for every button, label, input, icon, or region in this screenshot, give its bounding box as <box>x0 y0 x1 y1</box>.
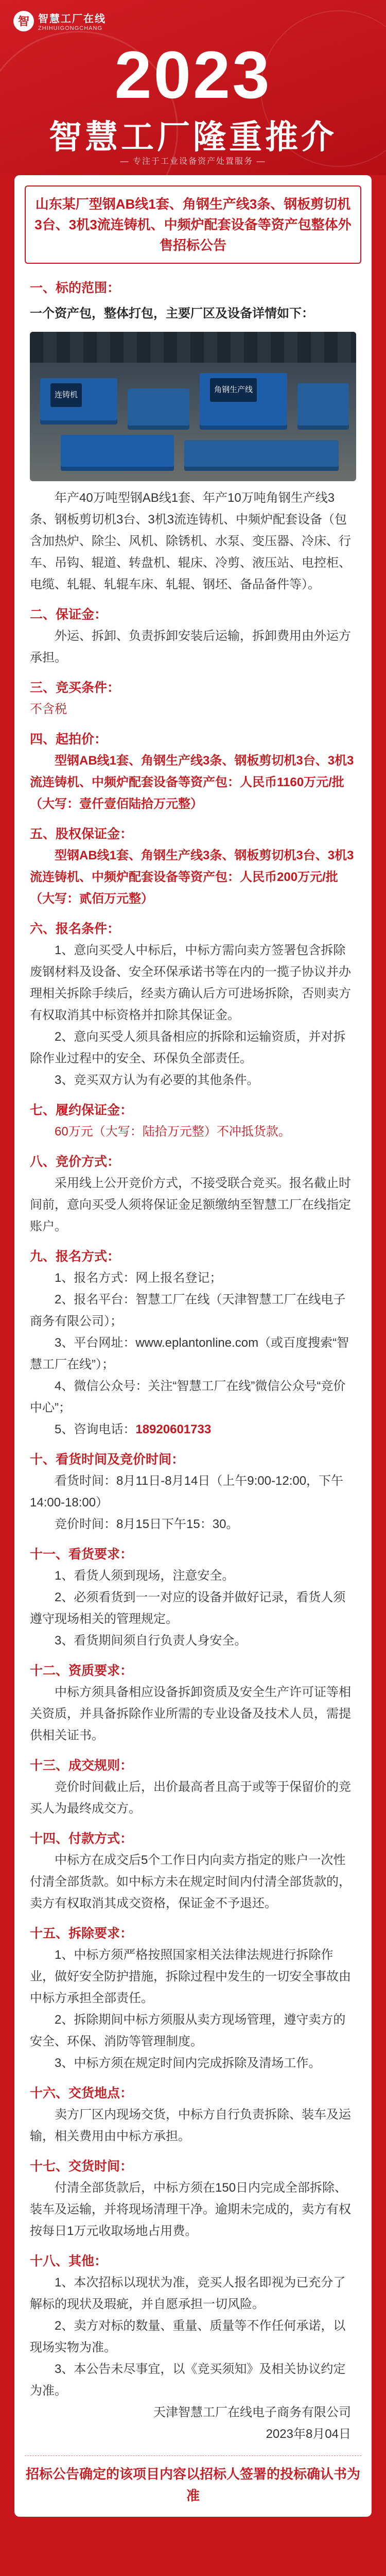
section-heading: 十七、交货时间： <box>30 2159 133 2174</box>
paragraph: 付清全部货款后，中标方须在150日内完成全部拆除、装车及运输，并将现场清理干净。逾期未完成的，卖方有权按每日1万元收取场地占用费。 <box>30 2181 351 2238</box>
paragraph: 1、看货人须到现场，注意安全。 <box>55 1569 235 1583</box>
logo-name-en: ZHIHUIGONGCHANG <box>38 25 102 31</box>
paragraph: 1、报名方式：网上报名登记； <box>55 1271 222 1285</box>
photo-label: 角钢生产线 <box>210 378 257 402</box>
section-heading: 三、竞买条件： <box>30 681 120 695</box>
section-heading: 十四、付款方式： <box>30 1832 133 1846</box>
deposit-amount: 型钢AB线1套、角钢生产线3条、钢板剪切机3台、3机3流连铸机、中频炉配套设备等资产包：人民币200万元/批（大写：贰佰万元整） <box>30 849 354 906</box>
paragraph: 3、竞买双方认为有必要的其他条件。 <box>55 1073 259 1087</box>
paragraph: 3、看货期间须自行负责人身安全。 <box>55 1634 247 1648</box>
equipment-photo <box>30 332 356 481</box>
year-title: 2023 <box>114 37 272 112</box>
paragraph: 竞价时间截止后，出价最高者且高于或等于保留价的竞买人为最终成交方。 <box>30 1780 351 1816</box>
paragraph: 采用线上公开竞价方式，不接受联合竞买。报名截止时间前，意向买受人须将保证金足额缴纳至智慧工厂在线指定账户。 <box>30 1176 351 1233</box>
tagline: — 专注于工业设备资产处置服务 — <box>120 157 266 166</box>
paragraph: 2、卖方对标的数量、重量、质量等不作任何承诺，以现场实物为准。 <box>30 2319 346 2354</box>
starting-price: 型钢AB线1套、角钢生产线3条、钢板剪切机3台、3机3流连铸机、中频炉配套设备等资产包：人民币1160万元/批（大写：壹仟壹佰陆拾万元整） <box>30 754 354 811</box>
section-subheading: 一个资产包，整体打包，主要厂区及设备详情如下： <box>30 307 314 320</box>
section-heading: 九、报名方式： <box>30 1249 120 1264</box>
paragraph: 2、报名平台：智慧工厂在线（天津智慧工厂在线电子商务有限公司）； <box>30 1293 346 1328</box>
logo-name: 智慧工厂在线 <box>38 13 106 25</box>
paragraph: 2、意向买受人须具备相应的拆除和运输资质，并对拆除作业过程中的安全、环保负全部责任。 <box>30 1030 346 1065</box>
paragraph: 3、本公告未尽事宜，以《竞买须知》及相关协议约定为准。 <box>30 2362 346 2398</box>
performance-bond: 60万元（大写：陆拾万元整）不冲抵货款。 <box>55 1125 291 1139</box>
paragraph: 卖方厂区内现场交货，中标方自行负责拆除、装车及运输，相关费用由中标方承担。 <box>30 2108 351 2143</box>
closing-note: 招标公告确定的该项目内容以招标人签署的投标确认书为准 <box>25 2455 361 2506</box>
paragraph: 看货时间：8月11日-8月14日（上午9:00-12:00，下午14:00-18:00） <box>30 1474 344 1510</box>
section-heading: 四、起拍价： <box>30 732 108 747</box>
signature-company: 天津智慧工厂在线电子商务有限公司 <box>153 2405 351 2419</box>
section-heading: 五、股权保证金： <box>30 827 133 841</box>
section-heading: 十一、看货要求： <box>30 1547 133 1562</box>
photo-label: 连铸机 <box>50 383 82 407</box>
section-heading: 十三、成交规则： <box>30 1758 133 1773</box>
website-link[interactable]: 3、平台网址：www.eplantonline.com（或百度搜索“智慧工厂在线”）； <box>30 1336 349 1371</box>
section-heading: 十二、资质要求： <box>30 1664 133 1678</box>
logo-mark-icon: 智 <box>13 11 34 31</box>
announcement-body <box>14 264 372 2445</box>
section-heading: 十六、交货地点： <box>30 2086 133 2100</box>
phone-label: 5、咨询电话： <box>55 1422 136 1436</box>
paragraph: 2、必须看货到一一对应的设备并做好记录，看货人须遵守现场相关的管理规定。 <box>30 1590 346 1626</box>
signature-date: 2023年8月04日 <box>266 2427 351 2441</box>
headline: 智慧工厂隆重推介 <box>49 118 337 156</box>
logo[interactable] <box>13 10 106 31</box>
announcement-card <box>14 175 372 2517</box>
paragraph: 不含税 <box>30 702 67 716</box>
phone-number[interactable]: 18920601733 <box>135 1422 212 1436</box>
section-heading: 十八、其他： <box>30 2254 108 2268</box>
paragraph: 1、本次招标以现状为准，竞买人报名即视为已充分了解标的现状及瑕疵，并自愿承担一切风险。 <box>30 2276 346 2311</box>
section-heading: 十、看货时间及竞价时间： <box>30 1452 185 1467</box>
paragraph: 年产40万吨型钢AB线1套、年产10万吨角钢生产线3条、钢板剪切机3台、3机3流连铸机、中频炉配套设备（包含加热炉、除尘、风机、除锈机、水泵、变压器、冷床、行车、吊钩、辊道、转盘机、辊床、冷剪、液压站、电控柜、电缆、轧辊、轧辊车床、轧辊、钢坯、备品备件等）。 <box>30 491 351 591</box>
section-heading: 二、保证金： <box>30 607 108 622</box>
paragraph: 竞价时间：8月15日下午15：30。 <box>55 1517 239 1531</box>
header-banner <box>0 0 386 175</box>
paragraph: 1、中标方须严格按照国家相关法律法规进行拆除作业，做好安全防护措施，拆除过程中发生的一切安全事故由中标方承担全部责任。 <box>30 1948 351 2005</box>
paragraph: 1、意向买受人中标后，中标方需向卖方签署包含拆除废钢材料及设备、安全环保承诺书等在内的一揽子协议并办理相关拆除手续后，经卖方确认后方可进场拆除，否则卖方有权取消其中标资格并扣除其保证金。 <box>30 943 351 1022</box>
section-heading: 一、标的范围： <box>30 281 120 295</box>
paragraph: 3、中标方须在规定时间内完成拆除及清场工作。 <box>55 2056 321 2070</box>
section-heading: 七、履约保证金： <box>30 1103 133 1117</box>
announcement-title: 山东某厂型钢AB线1套、角钢生产线3条、钢板剪切机3台、3机3流连铸机、中频炉配套设备等资产包整体外售招标公告 <box>25 185 361 264</box>
paragraph: 4、微信公众号：关注“智慧工厂在线”微信公众号“竞价中心”； <box>30 1379 346 1415</box>
section-heading: 十五、拆除要求： <box>30 1926 133 1941</box>
paragraph: 外运、拆卸、负责拆卸安装后运输，拆卸费用由外运方承担。 <box>30 629 351 665</box>
paragraph: 2、拆除期间中标方须服从卖方现场管理，遵守卖方的安全、环保、消防等管理制度。 <box>30 2013 346 2048</box>
section-heading: 八、竞价方式： <box>30 1155 120 1169</box>
section-heading: 六、报名条件： <box>30 922 120 936</box>
paragraph: 中标方须具备相应设备拆卸资质及安全生产许可证等相关资质，并具备拆除作业所需的专业设备及技术人员，需提供相关证书。 <box>30 1685 351 1742</box>
paragraph: 中标方在成交后5个工作日内向卖方指定的账户一次性付清全部货款。如中标方未在规定时间内付清全部货款的，卖方有权取消其成交资格，保证金不予退还。 <box>30 1853 351 1910</box>
